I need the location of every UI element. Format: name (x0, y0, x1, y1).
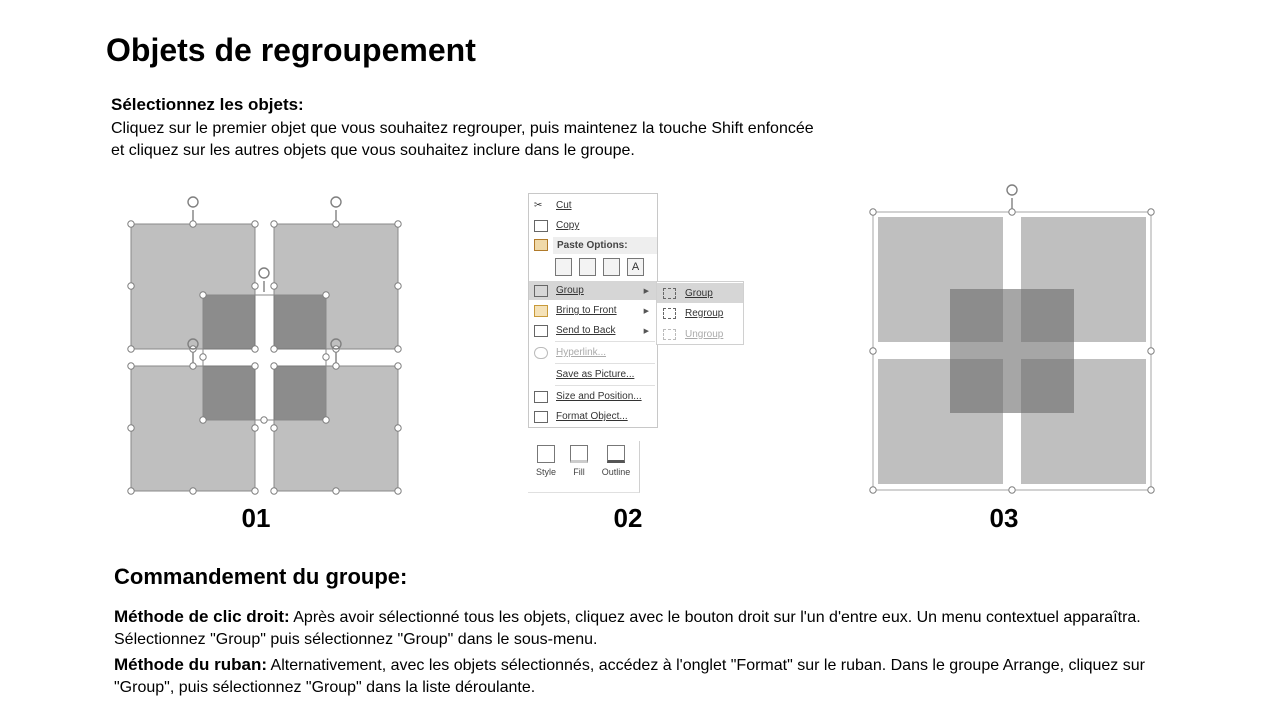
submenu-item-group[interactable]: Group (657, 283, 743, 303)
paste-picture-icon[interactable] (603, 258, 620, 276)
page-title: Objets de regroupement (106, 32, 476, 68)
paste-options-header: Paste Options: (553, 237, 657, 254)
submenu-arrow-icon: ▶ (643, 307, 649, 315)
rotate-handle-icon (1007, 185, 1017, 209)
step-number-01: 01 (241, 503, 271, 533)
step-number-02: 02 (613, 503, 643, 533)
right-click-method-text: Après avoir sélectionné tous les objets, cliquez avec le bouton droit sur l'un d'entre eux. Un menu contextuel apparaîtra. Sélectionnez "Group" puis sélectionnez "Group" dans le sous-menu. (114, 609, 1141, 648)
select-heading: Sélectionnez les objets: (111, 95, 304, 114)
ribbon-fill-button[interactable]: Fill (563, 445, 595, 477)
menu-item-save-as-picture[interactable]: Save as Picture... (556, 369, 635, 380)
clipboard-icon (534, 239, 548, 251)
paste-destination-theme-icon[interactable] (579, 258, 596, 276)
regroup-icon (663, 308, 676, 319)
step-number-03: 03 (989, 503, 1019, 533)
copy-icon (534, 220, 548, 232)
submenu-arrow-icon: ▶ (643, 287, 649, 295)
command-heading: Commandement du groupe: (114, 564, 408, 589)
menu-item-size-and-position[interactable]: Size and Position... (529, 387, 657, 406)
menu-item-send-to-back[interactable]: Send to Back ▶ (529, 321, 657, 340)
submenu-arrow-icon: ▶ (643, 327, 649, 335)
group-submenu (656, 281, 744, 345)
ribbon-method-label: Méthode du ruban: (114, 655, 267, 674)
menu-item-group[interactable]: Group ▶ (529, 281, 657, 300)
group-icon (663, 288, 676, 299)
right-click-method-label: Méthode de clic droit: (114, 607, 290, 626)
illustration-selected-shapes (120, 190, 410, 500)
paste-keep-source-icon[interactable] (555, 258, 572, 276)
illustration-grouped-shapes (865, 180, 1160, 500)
menu-item-copy[interactable]: Copy (529, 216, 657, 235)
shape-style-icon (537, 445, 555, 463)
submenu-item-ungroup[interactable]: Ungroup (657, 324, 743, 344)
hyperlink-icon (534, 347, 548, 359)
send-to-back-icon (534, 325, 548, 337)
right-click-method (114, 606, 1164, 651)
paint-bucket-icon (570, 445, 588, 463)
ribbon-method (114, 654, 1164, 699)
bring-to-front-icon (534, 305, 548, 317)
ribbon-style-button[interactable]: Style (530, 445, 562, 477)
menu-item-bring-to-front[interactable]: Bring to Front ▶ (529, 301, 657, 320)
format-object-icon (534, 411, 548, 423)
menu-item-hyperlink[interactable]: Hyperlink... (529, 343, 657, 362)
menu-item-format-object[interactable]: Format Object... (529, 407, 657, 426)
pen-outline-icon (607, 445, 625, 463)
group-icon (534, 285, 548, 297)
scissors-icon: ✂ (534, 199, 543, 211)
ungroup-icon (663, 329, 676, 340)
ribbon-shape-styles (528, 441, 640, 493)
submenu-item-regroup[interactable]: Regroup (657, 303, 743, 323)
ribbon-outline-button[interactable]: Outline (598, 445, 634, 477)
menu-item-cut[interactable]: ✂ Cut (534, 199, 572, 211)
ribbon-method-text: Alternativement, avec les objets sélectionnés, accédez à l'onglet "Format" sur le ruban. Dans le groupe Arrange, cliquez sur "Group", puis sélectionnez "Group" dans la liste déroulante. (114, 657, 1145, 696)
select-instructions: Cliquez sur le premier objet que vous souhaitez regrouper, puis maintenez la touche Shift enfoncée et cliquez sur les autres objets que vous souhaitez inclure dans le groupe. (111, 120, 814, 159)
size-position-icon (534, 391, 548, 403)
paste-text-only-icon[interactable]: A (627, 258, 644, 276)
context-menu (528, 193, 658, 428)
